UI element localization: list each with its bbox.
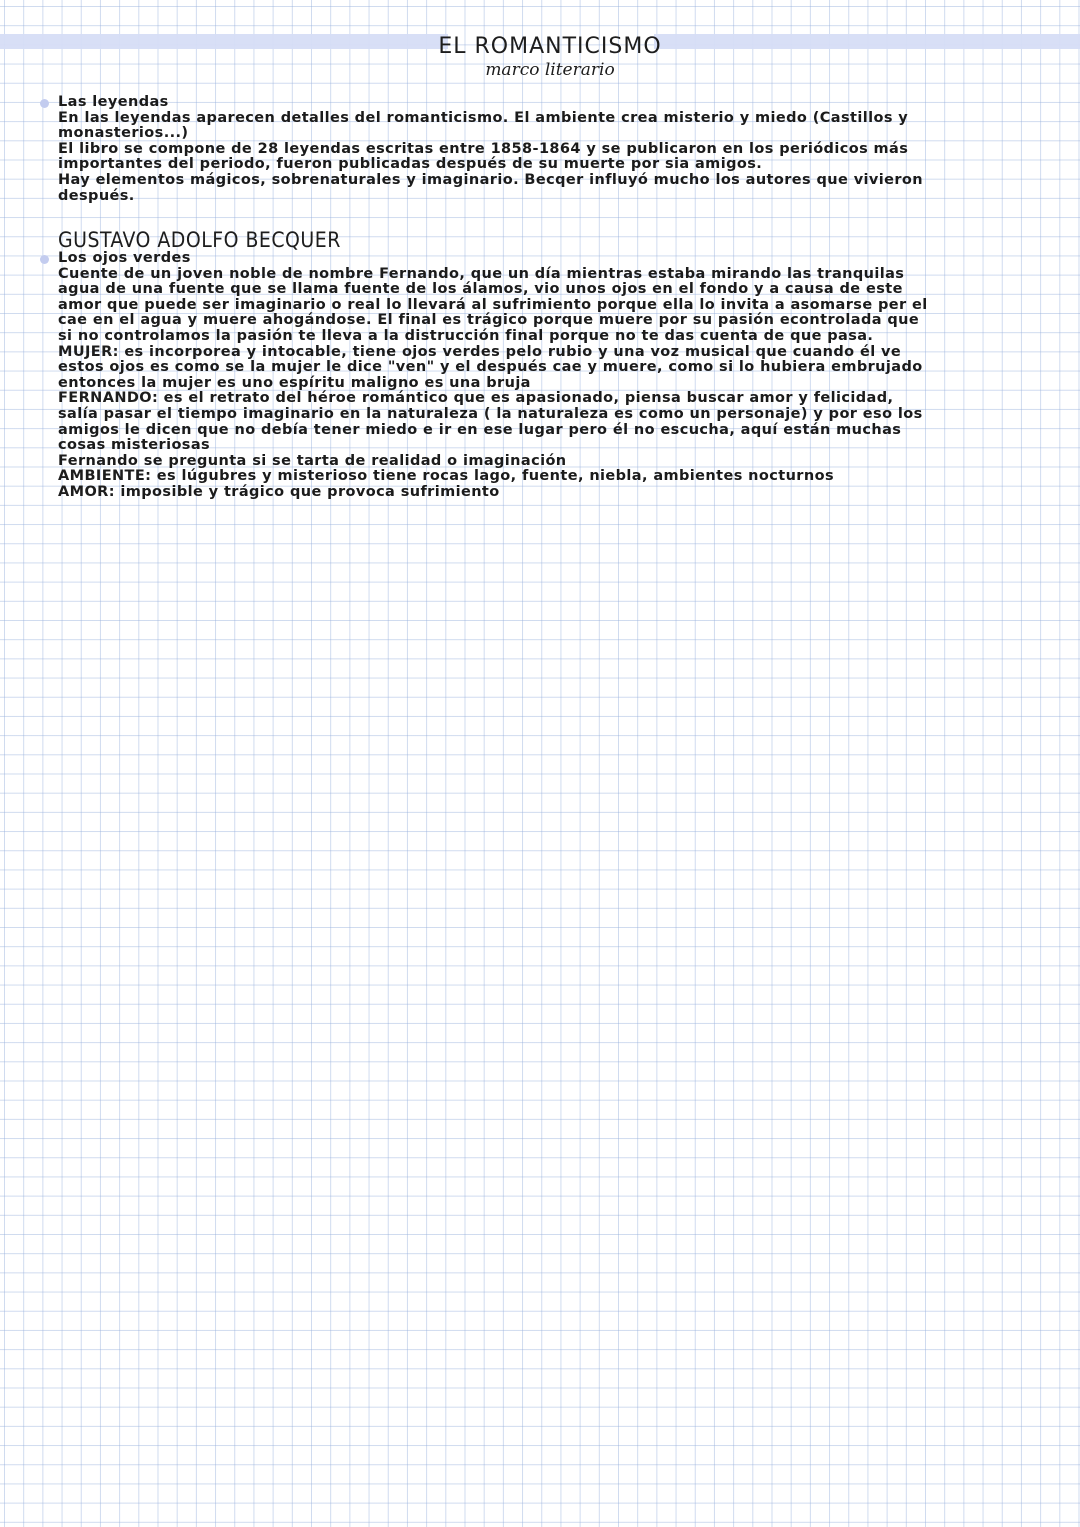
amor-paragraph [58, 485, 1058, 501]
text-line: salía pasar el tiempo imaginario en la naturaleza ( la naturaleza es como un personaje) y por eso los [58, 405, 923, 422]
page-subtitle: marco literario [485, 60, 615, 80]
section-legends [58, 95, 1058, 204]
ambiente-label: AMBIENTE: [58, 468, 152, 485]
amor-label: AMOR: [58, 483, 115, 500]
page-title: EL ROMANTICISMO [438, 34, 662, 59]
text-line: Hay elementos mágicos, sobrenaturales y imaginario. Becqer influyó mucho los autores que vivieron [58, 171, 924, 188]
section-ojos-verdes [58, 251, 1058, 501]
fernando-paragraph [58, 391, 1058, 407]
text-line: amigos le dicen que no debía tener miedo e ir en ese lugar pero él no escucha, aquí están muchas [58, 421, 902, 438]
text-line: importantes del periodo, fueron publicadas después de su muerte por sia amigos. [58, 156, 763, 173]
text-line: si no controlamos la pasión te lleva a la distrucción final porque no te das cuenta de que pasa. [58, 327, 874, 344]
text-line: imposible y trágico que provoca sufrimiento [114, 483, 500, 500]
text-line: amor que puede ser imaginario o real lo llevará al sufrimiento porque ella lo invita a asomarse per el [58, 296, 928, 313]
text-line: Fernando se pregunta si se tarta de realidad o imaginación [58, 452, 567, 469]
text-line: cae en el agua y muere ahogándose. El final es trágico porque muere por su pasión econtrolada que [58, 312, 920, 329]
ambiente-paragraph [58, 469, 1058, 485]
section-heading-ojos-verdes: Los ojos verdes [58, 250, 191, 266]
bullet-dot-icon [40, 255, 49, 264]
text-line: es incorporea y intocable, tiene ojos verdes pelo rubio y una voz musical que cuando él ve [118, 343, 902, 360]
text-line: estos ojos es como se la mujer le dice "ven" y el después cae y muere, como si lo hubiera embrujado [58, 359, 923, 376]
author-heading: GUSTAVO ADOLFO BECQUER [58, 228, 341, 252]
text-line: entonces la mujer es uno espíritu maligno es una bruja [58, 374, 531, 391]
mujer-label: MUJER: [58, 343, 119, 360]
text-line: es lúgubres y misterioso tiene rocas lago, fuente, niebla, ambientes nocturnos [151, 468, 834, 485]
text-line: El libro se compone de 28 leyendas escritas entre 1858-1864 y se publicaron en los periódicos más [58, 140, 909, 157]
text-line: es el retrato del héroe romántico que es apasionado, piensa buscar amor y felicidad, [158, 390, 894, 407]
section-heading-legends: Las leyendas [58, 94, 169, 110]
text-line: monasterios...) [58, 125, 189, 142]
text-line: agua de una fuente que se llama fuente de los álamos, vio unos ojos en el fondo y a causa de este [58, 281, 903, 298]
text-line: después. [58, 187, 135, 204]
text-line: En las leyendas aparecen detalles del romanticismo. El ambiente crea misterio y miedo (Castillos y [58, 109, 909, 126]
mujer-paragraph [58, 345, 1058, 361]
text-line: Cuente de un joven noble de nombre Fernando, que un día mientras estaba mirando las tranquilas [58, 265, 905, 282]
fernando-label: FERNANDO: [58, 390, 159, 407]
text-line: cosas misteriosas [58, 437, 211, 454]
bullet-dot-icon [40, 99, 49, 108]
